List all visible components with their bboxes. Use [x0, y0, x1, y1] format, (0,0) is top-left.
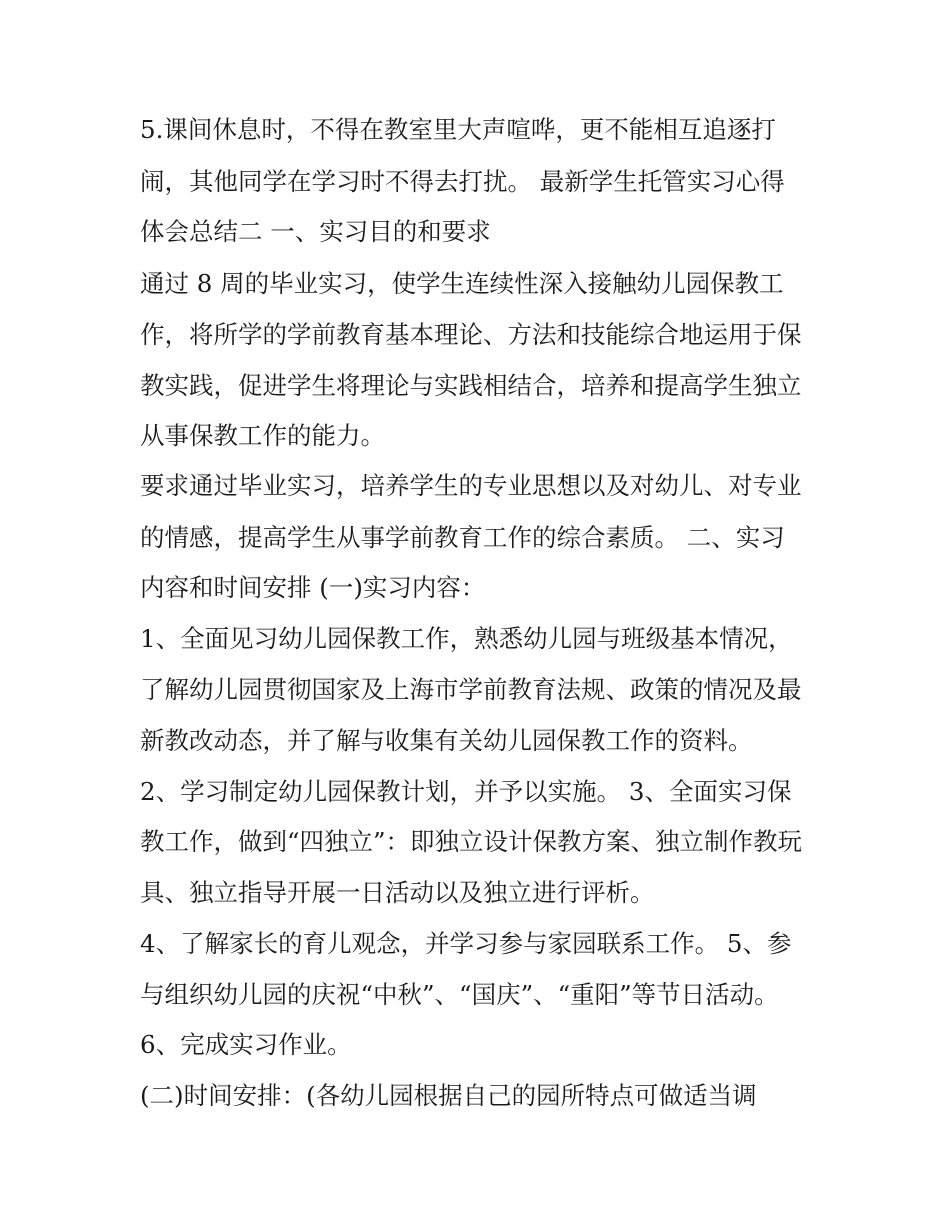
text-line: 5.课间休息时，不得在教室里大声喧哗，更不能相互追逐打 — [140, 115, 776, 144]
text-line: 教实践，促进学生将理论与实践相结合，培养和提高学生独立 — [140, 371, 802, 400]
text-line: 内容和时间安排 (一)实习内容： — [140, 573, 486, 602]
text-line: 4、了解家长的育儿观念，并学习参与家园联系工作。 5、参 — [140, 929, 792, 958]
text-line: 了解幼儿园贯彻国家及上海市学前教育法规、政策的情况及最 — [140, 675, 802, 704]
text-line: 具、独立指导开展一日活动以及独立进行评析。 — [140, 878, 655, 907]
text-line: 闹，其他同学在学习时不得去打扰。 最新学生托管实习心得 — [140, 167, 785, 196]
text-line: (二)时间安排：(各幼儿园根据自己的园所特点可做适当调 — [140, 1081, 757, 1110]
text-line: 的情感，提高学生从事学前教育工作的综合素质。 二、实习 — [140, 523, 785, 552]
text-line: 体会总结二 一、实习目的和要求 — [140, 217, 491, 246]
text-line: 通过 8 周的毕业实习，使学生连续性深入接触幼儿园保教工 — [140, 269, 784, 298]
text-line: 从事保教工作的能力。 — [140, 421, 385, 450]
text-line: 教工作，做到“四独立”：即独立设计保教方案、独立制作教玩 — [140, 827, 803, 856]
text-line: 作，将所学的学前教育基本理论、方法和技能综合地运用于保 — [140, 320, 802, 349]
text-line: 新教改动态，并了解与收集有关幼儿园保教工作的资料。 — [140, 726, 753, 755]
text-line: 2、学习制定幼儿园保教计划，并予以实施。 3、全面实习保 — [140, 777, 792, 806]
text-line: 1、全面见习幼儿园保教工作，熟悉幼儿园与班级基本情况， — [140, 624, 793, 653]
text-line: 6、完成实习作业。 — [140, 1030, 352, 1059]
text-line: 要求通过毕业实习，培养学生的专业思想以及对幼儿、对专业 — [140, 471, 802, 500]
text-line: 与组织幼儿园的庆祝“中秋”、“国庆”、“重阳”等节日活动。 — [140, 980, 779, 1009]
